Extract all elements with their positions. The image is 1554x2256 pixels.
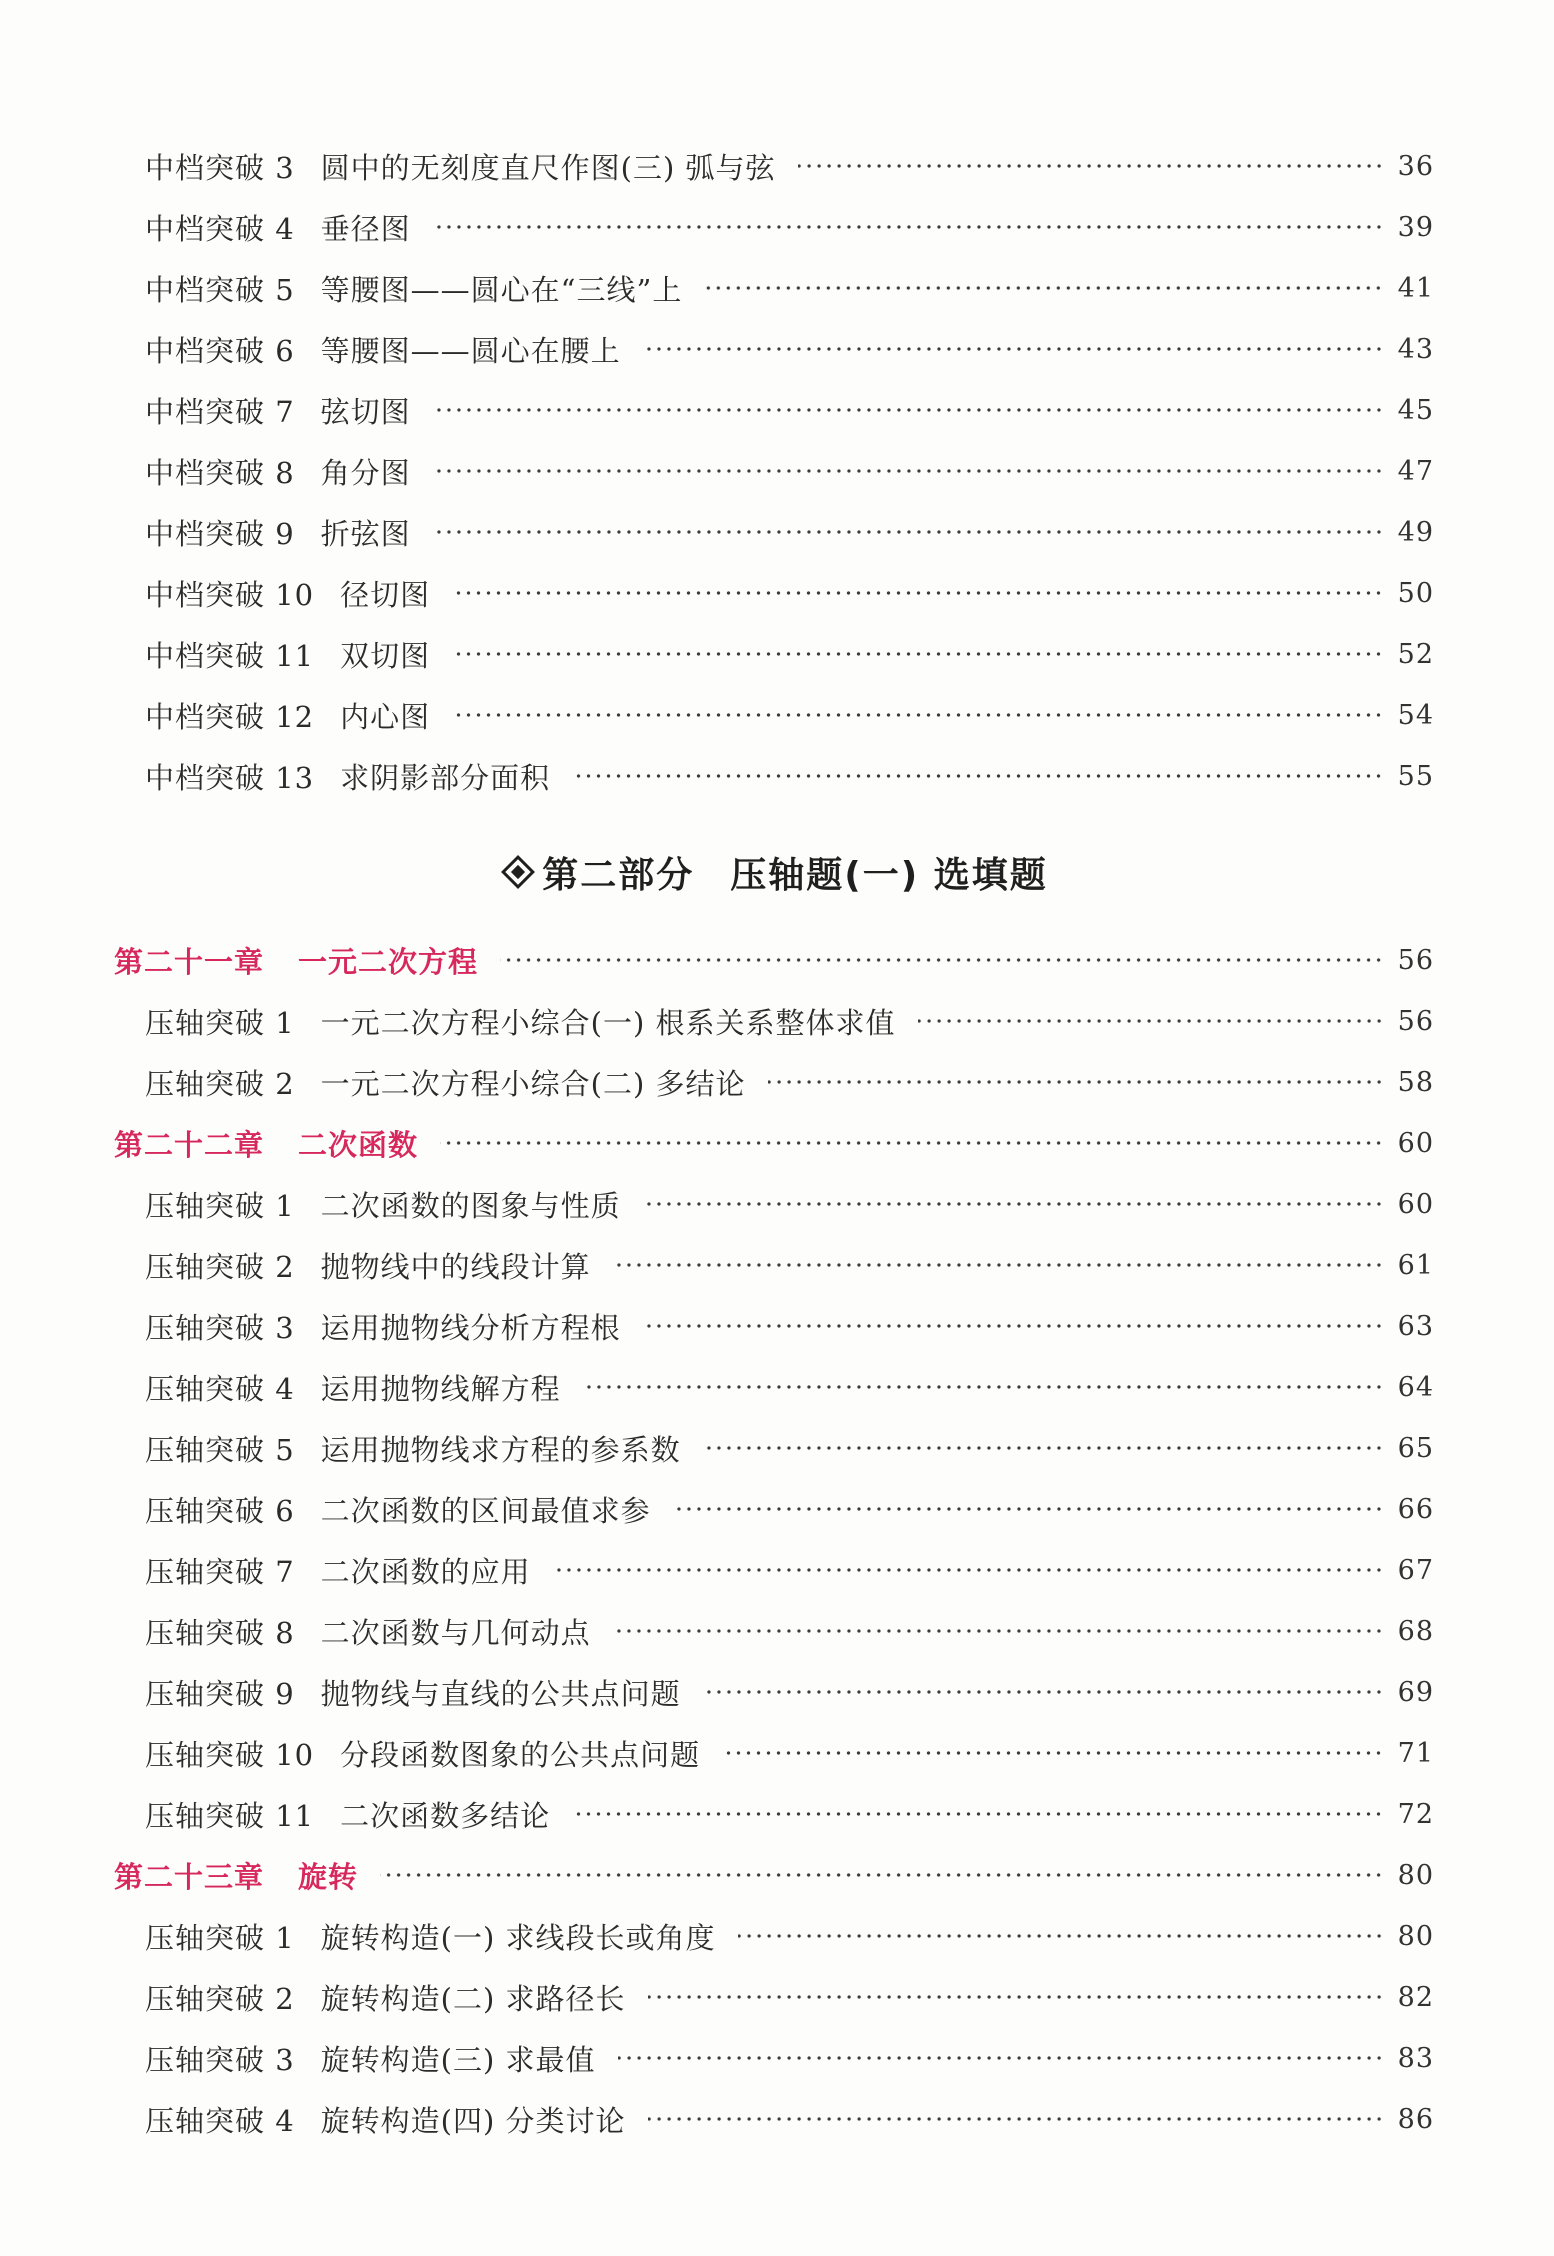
- toc-entry[interactable]: [145, 1479, 1434, 1539]
- dot-leader: [380, 1872, 1384, 1878]
- entry-page-number: 68: [1397, 1615, 1434, 1647]
- entry-title: 径切图: [340, 577, 431, 612]
- dot-leader: [618, 2055, 1384, 2061]
- toc-entry[interactable]: [145, 685, 1434, 745]
- dot-leader: [738, 1933, 1384, 1939]
- entry-title: 等腰图——圆心在“三线”上: [320, 272, 683, 307]
- dot-leader: [452, 590, 1384, 596]
- entry-label: 中档突破 13: [145, 760, 315, 795]
- dot-leader: [500, 957, 1384, 963]
- entry-page-number: 61: [1397, 1249, 1434, 1281]
- entry-page-number: 41: [1397, 272, 1434, 304]
- dot-leader: [703, 1689, 1384, 1695]
- entry-page-number: 86: [1397, 2103, 1434, 2135]
- entry-label: 压轴突破 1: [145, 1005, 295, 1040]
- entry-title: 分段函数图象的公共点问题: [340, 1737, 701, 1772]
- entry-title: 运用抛物线求方程的参系数: [320, 1432, 681, 1467]
- dot-leader: [583, 1384, 1384, 1390]
- entry-page-number: 58: [1397, 1066, 1434, 1098]
- entry-title: 一元二次方程小综合(一) 根系关系整体求值: [320, 1005, 896, 1040]
- entry-page-number: 72: [1397, 1798, 1434, 1830]
- entry-page-number: 65: [1397, 1432, 1434, 1464]
- entry-title: 角分图: [320, 455, 411, 490]
- entry-label: 压轴突破 3: [145, 1310, 295, 1345]
- dot-leader: [613, 1262, 1384, 1268]
- entry-label: 中档突破 7: [145, 394, 295, 429]
- entry-title: 等腰图——圆心在腰上: [320, 333, 621, 368]
- entry-page-number: 43: [1397, 333, 1434, 365]
- entry-label: 中档突破 8: [145, 455, 295, 490]
- entry-page-number: 64: [1397, 1371, 1434, 1403]
- toc-entry[interactable]: [145, 624, 1434, 684]
- toc-entry[interactable]: [145, 1784, 1434, 1844]
- toc-entry[interactable]: [145, 1662, 1434, 1722]
- entry-title: 二次函数与几何动点: [320, 1615, 591, 1650]
- toc-entry[interactable]: [145, 380, 1434, 440]
- entry-page-number: 66: [1397, 1493, 1434, 1525]
- toc-entry[interactable]: [145, 1723, 1434, 1783]
- toc-entry[interactable]: [145, 746, 1434, 806]
- chapter-page-number: 56: [1397, 944, 1434, 976]
- toc-entry[interactable]: [145, 1967, 1434, 2027]
- entry-label: 中档突破 4: [145, 211, 295, 246]
- toc-entry[interactable]: [145, 563, 1434, 623]
- chapter-label: 第二十三章: [114, 1859, 265, 1894]
- chapter-title: 二次函数: [298, 1127, 419, 1162]
- entry-page-number: 36: [1397, 150, 1434, 182]
- entry-title: 二次函数多结论: [340, 1798, 551, 1833]
- dot-leader: [768, 1079, 1384, 1085]
- entry-page-number: 45: [1397, 394, 1434, 426]
- entry-title: 圆中的无刻度直尺作图(三) 弧与弦: [320, 150, 776, 185]
- entry-label: 中档突破 3: [145, 150, 295, 185]
- entry-page-number: 56: [1397, 1005, 1434, 1037]
- toc-entry[interactable]: [145, 1418, 1434, 1478]
- dot-leader: [440, 1140, 1384, 1146]
- entry-page-number: 47: [1397, 455, 1434, 487]
- entry-page-number: 60: [1397, 1188, 1434, 1220]
- toc-entry[interactable]: [145, 319, 1434, 379]
- toc-entry[interactable]: [145, 1052, 1434, 1112]
- chapter-label: 第二十一章: [114, 944, 265, 979]
- entry-label: 中档突破 10: [145, 577, 315, 612]
- dot-leader: [613, 1628, 1384, 1634]
- dot-leader: [433, 468, 1384, 474]
- entry-label: 中档突破 12: [145, 699, 315, 734]
- part-title: 压轴题(一) 选填题: [730, 854, 1048, 896]
- entry-title: 旋转构造(三) 求最值: [320, 2042, 596, 2077]
- entry-page-number: 54: [1397, 699, 1434, 731]
- toc-entry[interactable]: [145, 2028, 1434, 2088]
- entry-label: 压轴突破 11: [145, 1798, 315, 1833]
- entry-title: 双切图: [340, 638, 431, 673]
- entry-label: 压轴突破 6: [145, 1493, 295, 1528]
- entry-label: 压轴突破 1: [145, 1188, 295, 1223]
- entry-label: 压轴突破 4: [145, 1371, 295, 1406]
- entry-title: 旋转构造(二) 求路径长: [320, 1981, 626, 2016]
- toc-entry[interactable]: [145, 1174, 1434, 1234]
- dot-leader: [798, 163, 1384, 169]
- entry-title: 抛物线中的线段计算: [320, 1249, 591, 1284]
- entry-label: 压轴突破 3: [145, 2042, 295, 2077]
- entry-title: 运用抛物线解方程: [320, 1371, 561, 1406]
- dot-leader: [703, 1445, 1384, 1451]
- entry-label: 压轴突破 1: [145, 1920, 295, 1955]
- entry-label: 压轴突破 2: [145, 1981, 295, 2016]
- toc-entry[interactable]: [145, 1540, 1434, 1600]
- dot-leader: [433, 224, 1384, 230]
- chapter-label: 第二十二章: [114, 1127, 265, 1162]
- toc-entry[interactable]: [145, 1906, 1434, 1966]
- entry-title: 抛物线与直线的公共点问题: [320, 1676, 681, 1711]
- dot-leader: [433, 407, 1384, 413]
- entry-title: 运用抛物线分析方程根: [320, 1310, 621, 1345]
- entry-label: 中档突破 9: [145, 516, 295, 551]
- chapter-page-number: 80: [1397, 1859, 1434, 1891]
- chapter-title: 一元二次方程: [298, 944, 479, 979]
- dot-leader: [643, 346, 1384, 352]
- entry-title: 内心图: [340, 699, 431, 734]
- entry-label: 压轴突破 8: [145, 1615, 295, 1650]
- toc-entry[interactable]: [145, 502, 1434, 562]
- diamond-bullet-icon: [501, 855, 535, 889]
- entry-page-number: 55: [1397, 760, 1434, 792]
- chapter-title: 旋转: [298, 1859, 359, 1894]
- toc-entry[interactable]: [145, 258, 1434, 318]
- entry-title: 旋转构造(一) 求线段长或角度: [320, 1920, 716, 1955]
- dot-leader: [452, 712, 1384, 718]
- dot-leader: [722, 1750, 1384, 1756]
- part-heading: [0, 840, 1554, 904]
- dot-leader: [643, 1201, 1384, 1207]
- entry-page-number: 67: [1397, 1554, 1434, 1586]
- entry-title: 二次函数的区间最值求参: [320, 1493, 651, 1528]
- part-label: 第二部分: [542, 854, 695, 896]
- toc-entry[interactable]: [145, 197, 1434, 257]
- entry-page-number: 50: [1397, 577, 1434, 609]
- dot-leader: [918, 1018, 1384, 1024]
- entry-title: 一元二次方程小综合(二) 多结论: [320, 1066, 746, 1101]
- entry-label: 压轴突破 2: [145, 1066, 295, 1101]
- dot-leader: [572, 773, 1384, 779]
- entry-page-number: 39: [1397, 211, 1434, 243]
- entry-title: 旋转构造(四) 分类讨论: [320, 2103, 626, 2138]
- chapter-page-number: 60: [1397, 1127, 1434, 1159]
- toc-entry[interactable]: [145, 991, 1434, 1051]
- entry-title: 垂径图: [320, 211, 411, 246]
- entry-page-number: 82: [1397, 1981, 1434, 2013]
- dot-leader: [673, 1506, 1384, 1512]
- entry-page-number: 63: [1397, 1310, 1434, 1342]
- toc-entry[interactable]: [145, 1235, 1434, 1295]
- chapter-heading[interactable]: [114, 1113, 1434, 1173]
- dot-leader: [572, 1811, 1384, 1817]
- dot-leader: [433, 529, 1384, 535]
- entry-label: 压轴突破 10: [145, 1737, 315, 1772]
- entry-title: 折弦图: [320, 516, 411, 551]
- dot-leader: [452, 651, 1384, 657]
- entry-page-number: 52: [1397, 638, 1434, 670]
- entry-label: 中档突破 11: [145, 638, 315, 673]
- entry-page-number: 71: [1397, 1737, 1434, 1769]
- entry-title: 二次函数的应用: [320, 1554, 531, 1589]
- entry-label: 中档突破 5: [145, 272, 295, 307]
- toc-entry[interactable]: [145, 2089, 1434, 2149]
- dot-leader: [648, 1994, 1384, 2000]
- entry-title: 弦切图: [320, 394, 411, 429]
- toc-entry[interactable]: [145, 1296, 1434, 1356]
- toc-entry[interactable]: [145, 136, 1434, 196]
- entry-label: 压轴突破 9: [145, 1676, 295, 1711]
- dot-leader: [643, 1323, 1384, 1329]
- chapter-heading[interactable]: [114, 930, 1434, 990]
- dot-leader: [648, 2116, 1384, 2122]
- entry-page-number: 69: [1397, 1676, 1434, 1708]
- dot-leader: [553, 1567, 1384, 1573]
- toc-entry[interactable]: [145, 441, 1434, 501]
- entry-label: 压轴突破 4: [145, 2103, 295, 2138]
- chapter-heading[interactable]: [114, 1845, 1434, 1905]
- entry-label: 压轴突破 7: [145, 1554, 295, 1589]
- entry-page-number: 83: [1397, 2042, 1434, 2074]
- entry-page-number: 49: [1397, 516, 1434, 548]
- toc-entry[interactable]: [145, 1357, 1434, 1417]
- entry-label: 中档突破 6: [145, 333, 295, 368]
- entry-title: 二次函数的图象与性质: [320, 1188, 621, 1223]
- entry-label: 压轴突破 2: [145, 1249, 295, 1284]
- entry-label: 压轴突破 5: [145, 1432, 295, 1467]
- toc-entry[interactable]: [145, 1601, 1434, 1661]
- entry-page-number: 80: [1397, 1920, 1434, 1952]
- entry-title: 求阴影部分面积: [340, 760, 551, 795]
- dot-leader: [704, 285, 1383, 291]
